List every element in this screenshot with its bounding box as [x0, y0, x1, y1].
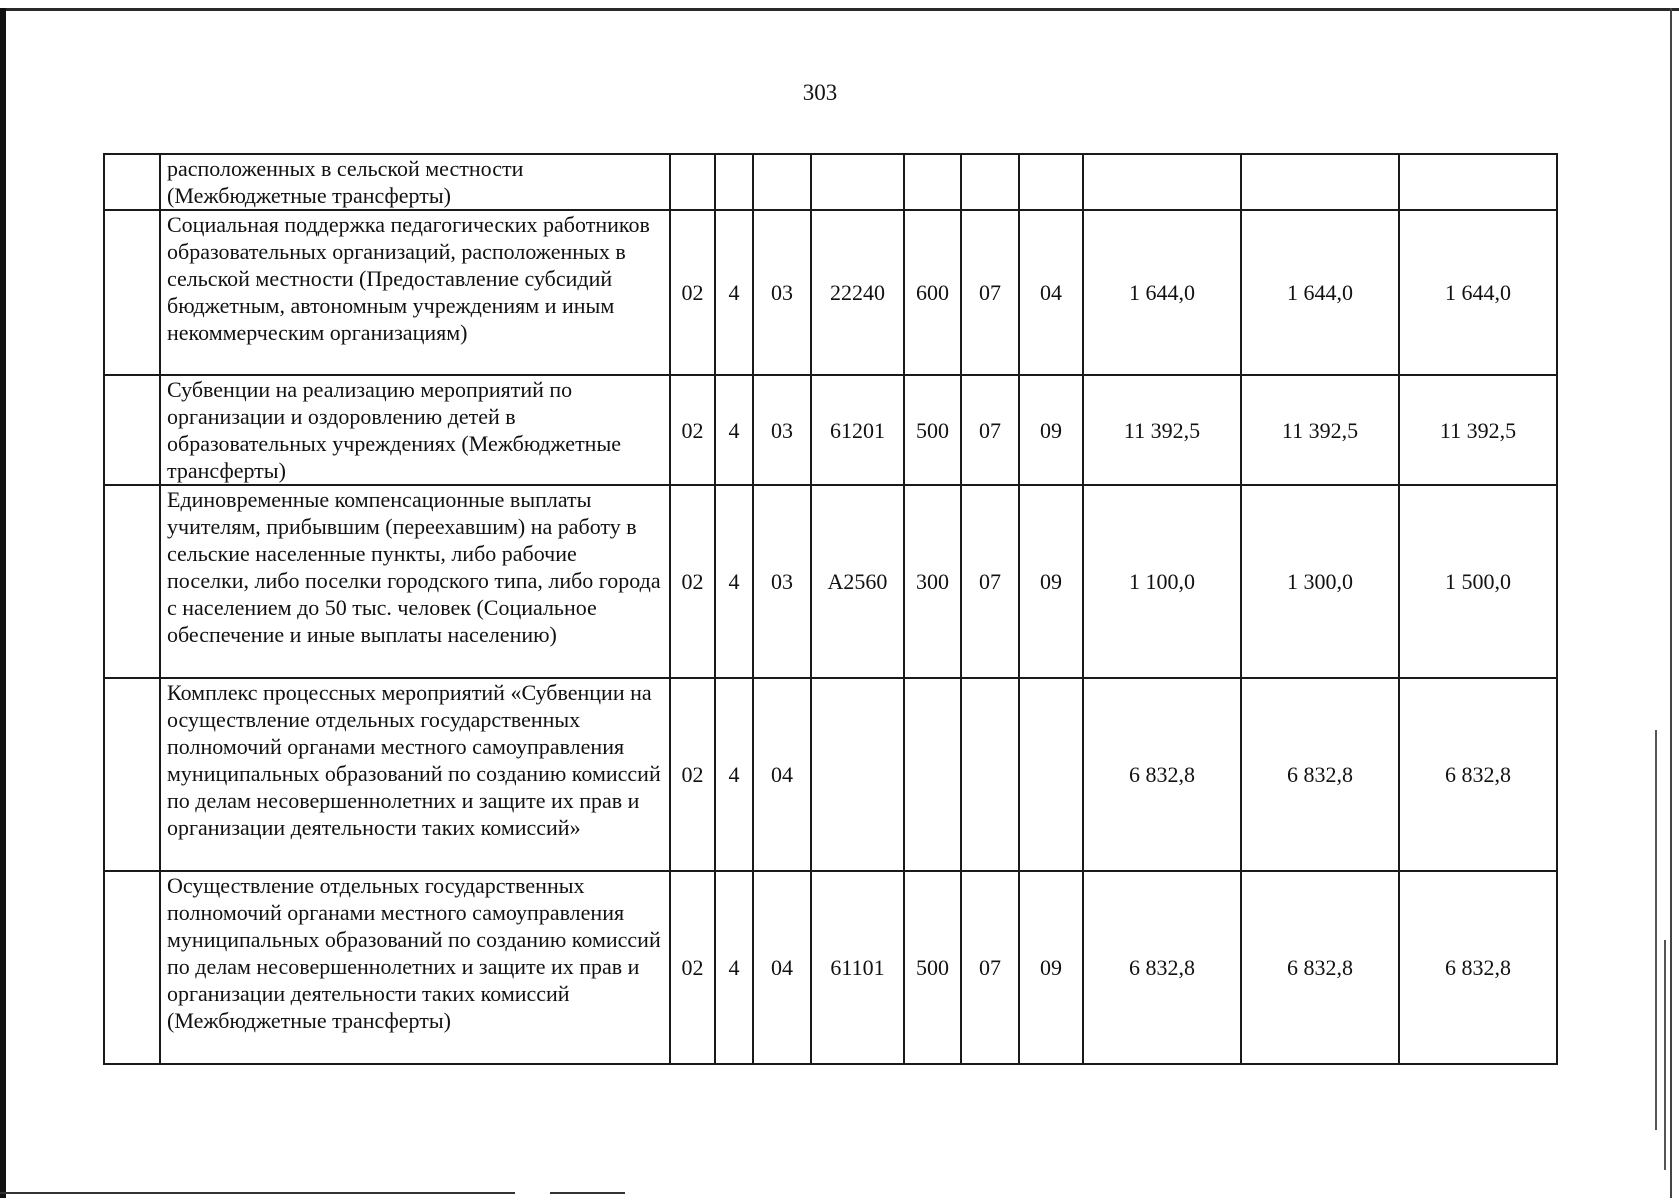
scan-edge-left — [0, 8, 6, 1198]
amount-year1-cell: 1 100,0 — [1083, 485, 1241, 678]
direction-code-cell: 61201 — [811, 375, 904, 485]
direction-code-cell: A2560 — [811, 485, 904, 678]
subprogram-code-cell: 4 — [715, 678, 753, 871]
program-code-cell: 02 — [670, 678, 715, 871]
page-number: 303 — [802, 80, 838, 105]
subsection-cell: 09 — [1019, 485, 1083, 678]
program-code-cell — [670, 154, 715, 210]
section-cell: 07 — [961, 210, 1019, 375]
subsection-cell: 09 — [1019, 375, 1083, 485]
section-cell — [961, 154, 1019, 210]
direction-code-cell — [811, 154, 904, 210]
row-number-cell — [104, 154, 160, 210]
scan-side-mark — [1655, 730, 1657, 1130]
subprogram-code-cell: 4 — [715, 210, 753, 375]
activity-code-cell: 03 — [753, 485, 811, 678]
amount-year3-cell: 1 500,0 — [1399, 485, 1557, 678]
row-number-cell — [104, 375, 160, 485]
amount-year3-cell: 11 392,5 — [1399, 375, 1557, 485]
subprogram-code-cell — [715, 154, 753, 210]
activity-code-cell: 03 — [753, 375, 811, 485]
row-number-cell — [104, 871, 160, 1064]
section-cell: 07 — [961, 485, 1019, 678]
expense-type-cell: 600 — [904, 210, 961, 375]
program-code-cell: 02 — [670, 210, 715, 375]
amount-year3-cell: 6 832,8 — [1399, 678, 1557, 871]
amount-year1-cell: 6 832,8 — [1083, 871, 1241, 1064]
amount-year3-cell: 6 832,8 — [1399, 871, 1557, 1064]
subprogram-code-cell: 4 — [715, 871, 753, 1064]
subsection-cell — [1019, 154, 1083, 210]
row-name-cell: Осуществление отдельных государственных полномочий органами местного самоуправления муниципальных образований по созданию комиссий по делам несовершеннолетних и защите их прав и организации деятельности таких комиссий (Межбюджетные трансферты) — [160, 871, 670, 1064]
subprogram-code-cell: 4 — [715, 375, 753, 485]
row-number-cell — [104, 485, 160, 678]
table-row — [104, 871, 1557, 1064]
amount-year3-cell: 1 644,0 — [1399, 210, 1557, 375]
scan-edge-right — [1670, 8, 1672, 1198]
amount-year1-cell — [1083, 154, 1241, 210]
subsection-cell — [1019, 678, 1083, 871]
table-row — [104, 375, 1557, 485]
expense-type-cell — [904, 678, 961, 871]
section-cell: 07 — [961, 871, 1019, 1064]
subsection-cell: 09 — [1019, 871, 1083, 1064]
row-name-cell: расположенных в сельской местности (Межбюджетные трансферты) — [160, 154, 670, 210]
table-row — [104, 678, 1557, 871]
table-row — [104, 210, 1557, 375]
row-name-cell: Субвенции на реализацию мероприятий по организации и оздоровлению детей в образовательных учреждениях (Межбюджетные трансферты) — [160, 375, 670, 485]
amount-year1-cell: 1 644,0 — [1083, 210, 1241, 375]
row-number-cell — [104, 210, 160, 375]
amount-year1-cell: 6 832,8 — [1083, 678, 1241, 871]
direction-code-cell: 22240 — [811, 210, 904, 375]
expense-type-cell: 300 — [904, 485, 961, 678]
amount-year2-cell: 1 300,0 — [1241, 485, 1399, 678]
amount-year1-cell: 11 392,5 — [1083, 375, 1241, 485]
scan-bottom-line — [0, 1192, 515, 1194]
expense-type-cell: 500 — [904, 871, 961, 1064]
program-code-cell: 02 — [670, 375, 715, 485]
expense-type-cell — [904, 154, 961, 210]
scan-bottom-line — [550, 1192, 625, 1194]
program-code-cell: 02 — [670, 485, 715, 678]
table-row — [104, 485, 1557, 678]
amount-year2-cell: 6 832,8 — [1241, 678, 1399, 871]
table-row — [104, 154, 1557, 210]
scan-edge-top — [0, 8, 1679, 11]
row-name-cell: Комплекс процессных мероприятий «Субвенции на осуществление отдельных государственных полномочий органами местного самоуправления муниципальных образований по созданию комиссий по делам несовершеннолетних и защите их прав и организации деятельности таких комиссий» — [160, 678, 670, 871]
activity-code-cell: 04 — [753, 678, 811, 871]
row-name-cell: Единовременные компенсационные выплаты учителям, прибывшим (переехавшим) на работу в сельские населенные пункты, либо рабочие поселки, либо поселки городского типа, либо города с населением до 50 тыс. человек (Социальное обеспечение и иные выплаты населению) — [160, 485, 670, 678]
activity-code-cell: 03 — [753, 210, 811, 375]
amount-year2-cell: 1 644,0 — [1241, 210, 1399, 375]
direction-code-cell: 61101 — [811, 871, 904, 1064]
amount-year3-cell — [1399, 154, 1557, 210]
section-cell: 07 — [961, 375, 1019, 485]
scan-side-mark — [1664, 940, 1666, 1170]
direction-code-cell — [811, 678, 904, 871]
budget-table — [103, 153, 1558, 1065]
amount-year2-cell: 11 392,5 — [1241, 375, 1399, 485]
activity-code-cell — [753, 154, 811, 210]
program-code-cell: 02 — [670, 871, 715, 1064]
subsection-cell: 04 — [1019, 210, 1083, 375]
amount-year2-cell — [1241, 154, 1399, 210]
subprogram-code-cell: 4 — [715, 485, 753, 678]
row-name-cell: Социальная поддержка педагогических работников образовательных организаций, расположенных в сельской местности (Предоставление субсидий бюджетным, автономным учреждениям и иным некоммерческим организациям) — [160, 210, 670, 375]
section-cell — [961, 678, 1019, 871]
activity-code-cell: 04 — [753, 871, 811, 1064]
row-number-cell — [104, 678, 160, 871]
expense-type-cell: 500 — [904, 375, 961, 485]
amount-year2-cell: 6 832,8 — [1241, 871, 1399, 1064]
